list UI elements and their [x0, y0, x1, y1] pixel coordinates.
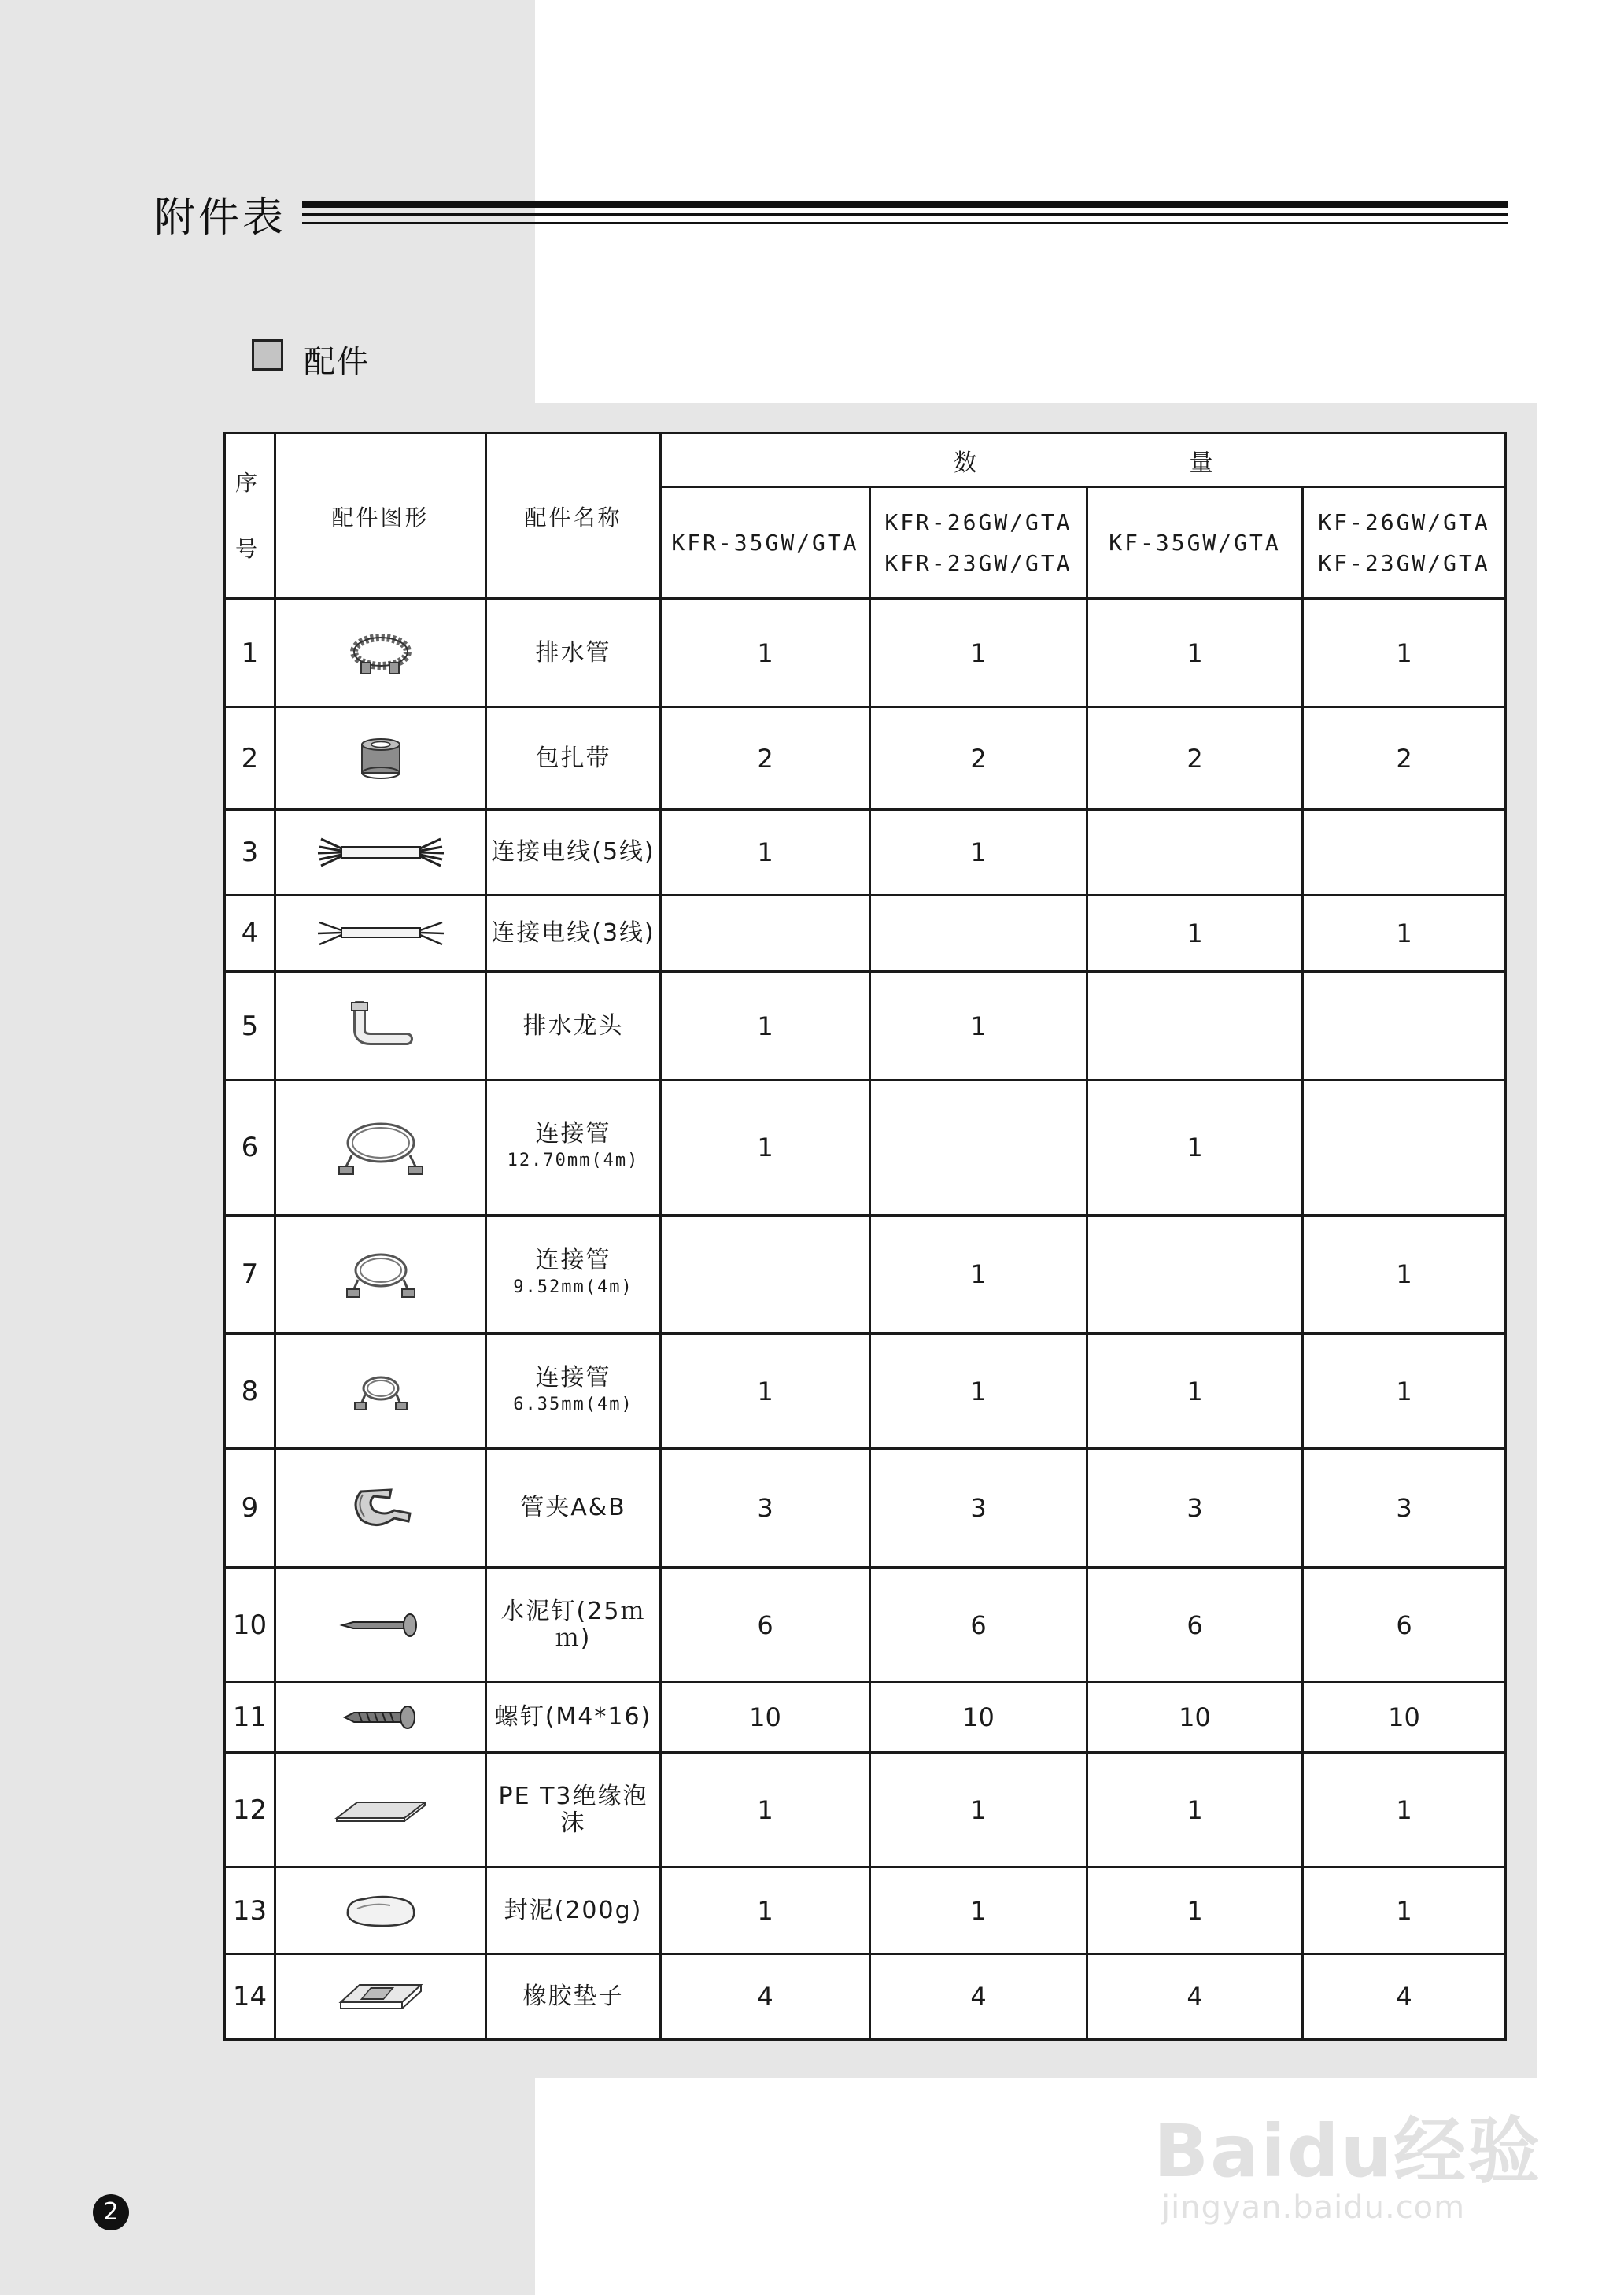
section-label: 配件	[304, 344, 370, 380]
header-model-2: KFR-26GW/GTA KFR-23GW/GTA	[870, 487, 1087, 599]
qty-cell	[1303, 972, 1506, 1081]
item-name: 连接管 6.35mm(4m)	[486, 1334, 661, 1449]
header-quantity-label: 数 量	[953, 449, 1308, 477]
qty-cell	[1303, 810, 1506, 896]
qty-cell: 6	[1303, 1567, 1506, 1682]
row-number: 12	[225, 1752, 275, 1867]
table-row	[225, 1215, 1506, 1334]
row-number: 2	[225, 708, 275, 810]
header-name: 配件名称	[486, 434, 661, 599]
qty-cell: 4	[1087, 1953, 1303, 2039]
qty-cell: 1	[661, 1334, 870, 1449]
row-number: 6	[225, 1081, 275, 1215]
header-seq-bottom: 号	[235, 536, 260, 562]
foam-sheet-icon	[275, 1752, 486, 1867]
item-name: PE T3绝缘泡沫	[486, 1752, 661, 1867]
qty-cell: 1	[1087, 1081, 1303, 1215]
header-seq-top: 序	[235, 470, 260, 496]
table-row	[225, 1868, 1506, 1953]
qty-cell: 1	[1303, 599, 1506, 708]
row-number: 5	[225, 972, 275, 1081]
qty-cell: 1	[870, 1752, 1087, 1867]
qty-cell: 1	[1087, 1752, 1303, 1867]
row-number: 4	[225, 896, 275, 972]
item-name: 排水龙头	[486, 972, 661, 1081]
qty-cell	[870, 896, 1087, 972]
qty-cell: 1	[1087, 1868, 1303, 1953]
qty-cell: 1	[870, 972, 1087, 1081]
item-name: 水泥钉(25ｍｍ)	[486, 1567, 661, 1682]
header-model-4: KF-26GW/GTA KF-23GW/GTA	[1303, 487, 1506, 599]
qty-cell: 1	[661, 1752, 870, 1867]
qty-cell: 10	[1303, 1683, 1506, 1753]
qty-cell: 1	[870, 1215, 1087, 1334]
qty-cell	[1087, 972, 1303, 1081]
table-row	[225, 1081, 1506, 1215]
cable-5wire-icon	[275, 810, 486, 896]
item-name: 连接电线(5线)	[486, 810, 661, 896]
qty-cell: 3	[661, 1449, 870, 1568]
qty-cell: 3	[870, 1449, 1087, 1568]
tape-roll-icon	[275, 708, 486, 810]
item-name: 管夹A&B	[486, 1449, 661, 1568]
qty-cell: 2	[1087, 708, 1303, 810]
baidu-watermark-logo: Baidu经验	[1153, 2109, 1542, 2193]
qty-cell	[661, 896, 870, 972]
baidu-watermark-url: jingyan.baidu.com	[1161, 2190, 1466, 2226]
screw-icon	[275, 1683, 486, 1753]
pipe-clamp-icon	[275, 1449, 486, 1568]
row-number: 13	[225, 1868, 275, 1953]
title-rule	[302, 201, 1508, 208]
qty-cell: 1	[661, 1868, 870, 1953]
table-row	[225, 1752, 1506, 1867]
row-number: 10	[225, 1567, 275, 1682]
sealing-putty-icon	[275, 1868, 486, 1953]
qty-cell: 2	[870, 708, 1087, 810]
qty-cell: 4	[870, 1953, 1087, 2039]
qty-cell: 10	[1087, 1683, 1303, 1753]
table-row	[225, 1334, 1506, 1449]
qty-cell: 1	[1087, 599, 1303, 708]
title-rule-thin	[302, 222, 1508, 224]
qty-cell	[1303, 1081, 1506, 1215]
row-number: 3	[225, 810, 275, 896]
header-picture: 配件图形	[275, 434, 486, 599]
qty-cell: 4	[661, 1953, 870, 2039]
header-quantity	[661, 434, 1506, 487]
qty-cell: 6	[661, 1567, 870, 1682]
qty-cell: 3	[1087, 1449, 1303, 1568]
pipe-coil-large-icon	[275, 1081, 486, 1215]
row-number: 9	[225, 1449, 275, 1568]
cable-3wire-icon	[275, 896, 486, 972]
qty-cell	[1087, 1215, 1303, 1334]
section-square-icon	[252, 339, 283, 371]
qty-cell: 1	[661, 810, 870, 896]
concrete-nail-icon	[275, 1567, 486, 1682]
item-name: 连接管 12.70mm(4m)	[486, 1081, 661, 1215]
rubber-pad-icon	[275, 1953, 486, 2039]
qty-cell: 3	[1303, 1449, 1506, 1568]
qty-cell: 1	[661, 972, 870, 1081]
table-row	[225, 599, 1506, 708]
item-name: 包扎带	[486, 708, 661, 810]
table-row	[225, 810, 1506, 896]
item-name: 橡胶垫子	[486, 1953, 661, 2039]
table-row	[225, 896, 1506, 972]
header-model-1: KFR-35GW/GTA	[661, 487, 870, 599]
table-row	[225, 972, 1506, 1081]
qty-cell: 2	[661, 708, 870, 810]
item-name: 连接管 9.52mm(4m)	[486, 1215, 661, 1334]
qty-cell: 1	[870, 599, 1087, 708]
table-row	[225, 1953, 1506, 2039]
qty-cell: 1	[1303, 1868, 1506, 1953]
qty-cell	[870, 1081, 1087, 1215]
item-name: 连接电线(3线)	[486, 896, 661, 972]
row-number: 14	[225, 1953, 275, 2039]
qty-cell	[661, 1215, 870, 1334]
drain-elbow-icon	[275, 972, 486, 1081]
item-name: 螺钉(M4*16)	[486, 1683, 661, 1753]
qty-cell: 1	[870, 1868, 1087, 1953]
qty-cell: 1	[870, 1334, 1087, 1449]
table-row	[225, 708, 1506, 810]
qty-cell: 1	[1303, 1215, 1506, 1334]
qty-cell	[1087, 810, 1303, 896]
qty-cell: 6	[870, 1567, 1087, 1682]
row-number: 8	[225, 1334, 275, 1449]
pipe-coil-medium-icon	[275, 1215, 486, 1334]
row-number: 11	[225, 1683, 275, 1753]
item-name: 排水管	[486, 599, 661, 708]
page-number: 2	[93, 2194, 129, 2230]
page-title: 附件表	[154, 194, 287, 242]
item-name: 封泥(200g)	[486, 1868, 661, 1953]
qty-cell: 2	[1303, 708, 1506, 810]
qty-cell: 10	[661, 1683, 870, 1753]
qty-cell: 1	[1087, 896, 1303, 972]
qty-cell: 1	[1303, 896, 1506, 972]
pipe-coil-small-icon	[275, 1334, 486, 1449]
qty-cell: 1	[1303, 1334, 1506, 1449]
qty-cell: 4	[1303, 1953, 1506, 2039]
qty-cell: 1	[661, 599, 870, 708]
qty-cell: 1	[1087, 1334, 1303, 1449]
header-seq	[225, 434, 275, 599]
left-gray-panel-bottom	[0, 2078, 535, 2295]
qty-cell: 1	[870, 810, 1087, 896]
accessory-table	[223, 432, 1507, 2041]
qty-cell: 6	[1087, 1567, 1303, 1682]
table-row	[225, 1567, 1506, 1682]
row-number: 7	[225, 1215, 275, 1334]
qty-cell: 1	[661, 1081, 870, 1215]
table-row	[225, 1683, 1506, 1753]
table-row	[225, 1449, 1506, 1568]
qty-cell: 10	[870, 1683, 1087, 1753]
drain-hose-icon	[275, 599, 486, 708]
title-rule-double	[302, 213, 1508, 216]
header-model-3: KF-35GW/GTA	[1087, 487, 1303, 599]
row-number: 1	[225, 599, 275, 708]
qty-cell: 1	[1303, 1752, 1506, 1867]
